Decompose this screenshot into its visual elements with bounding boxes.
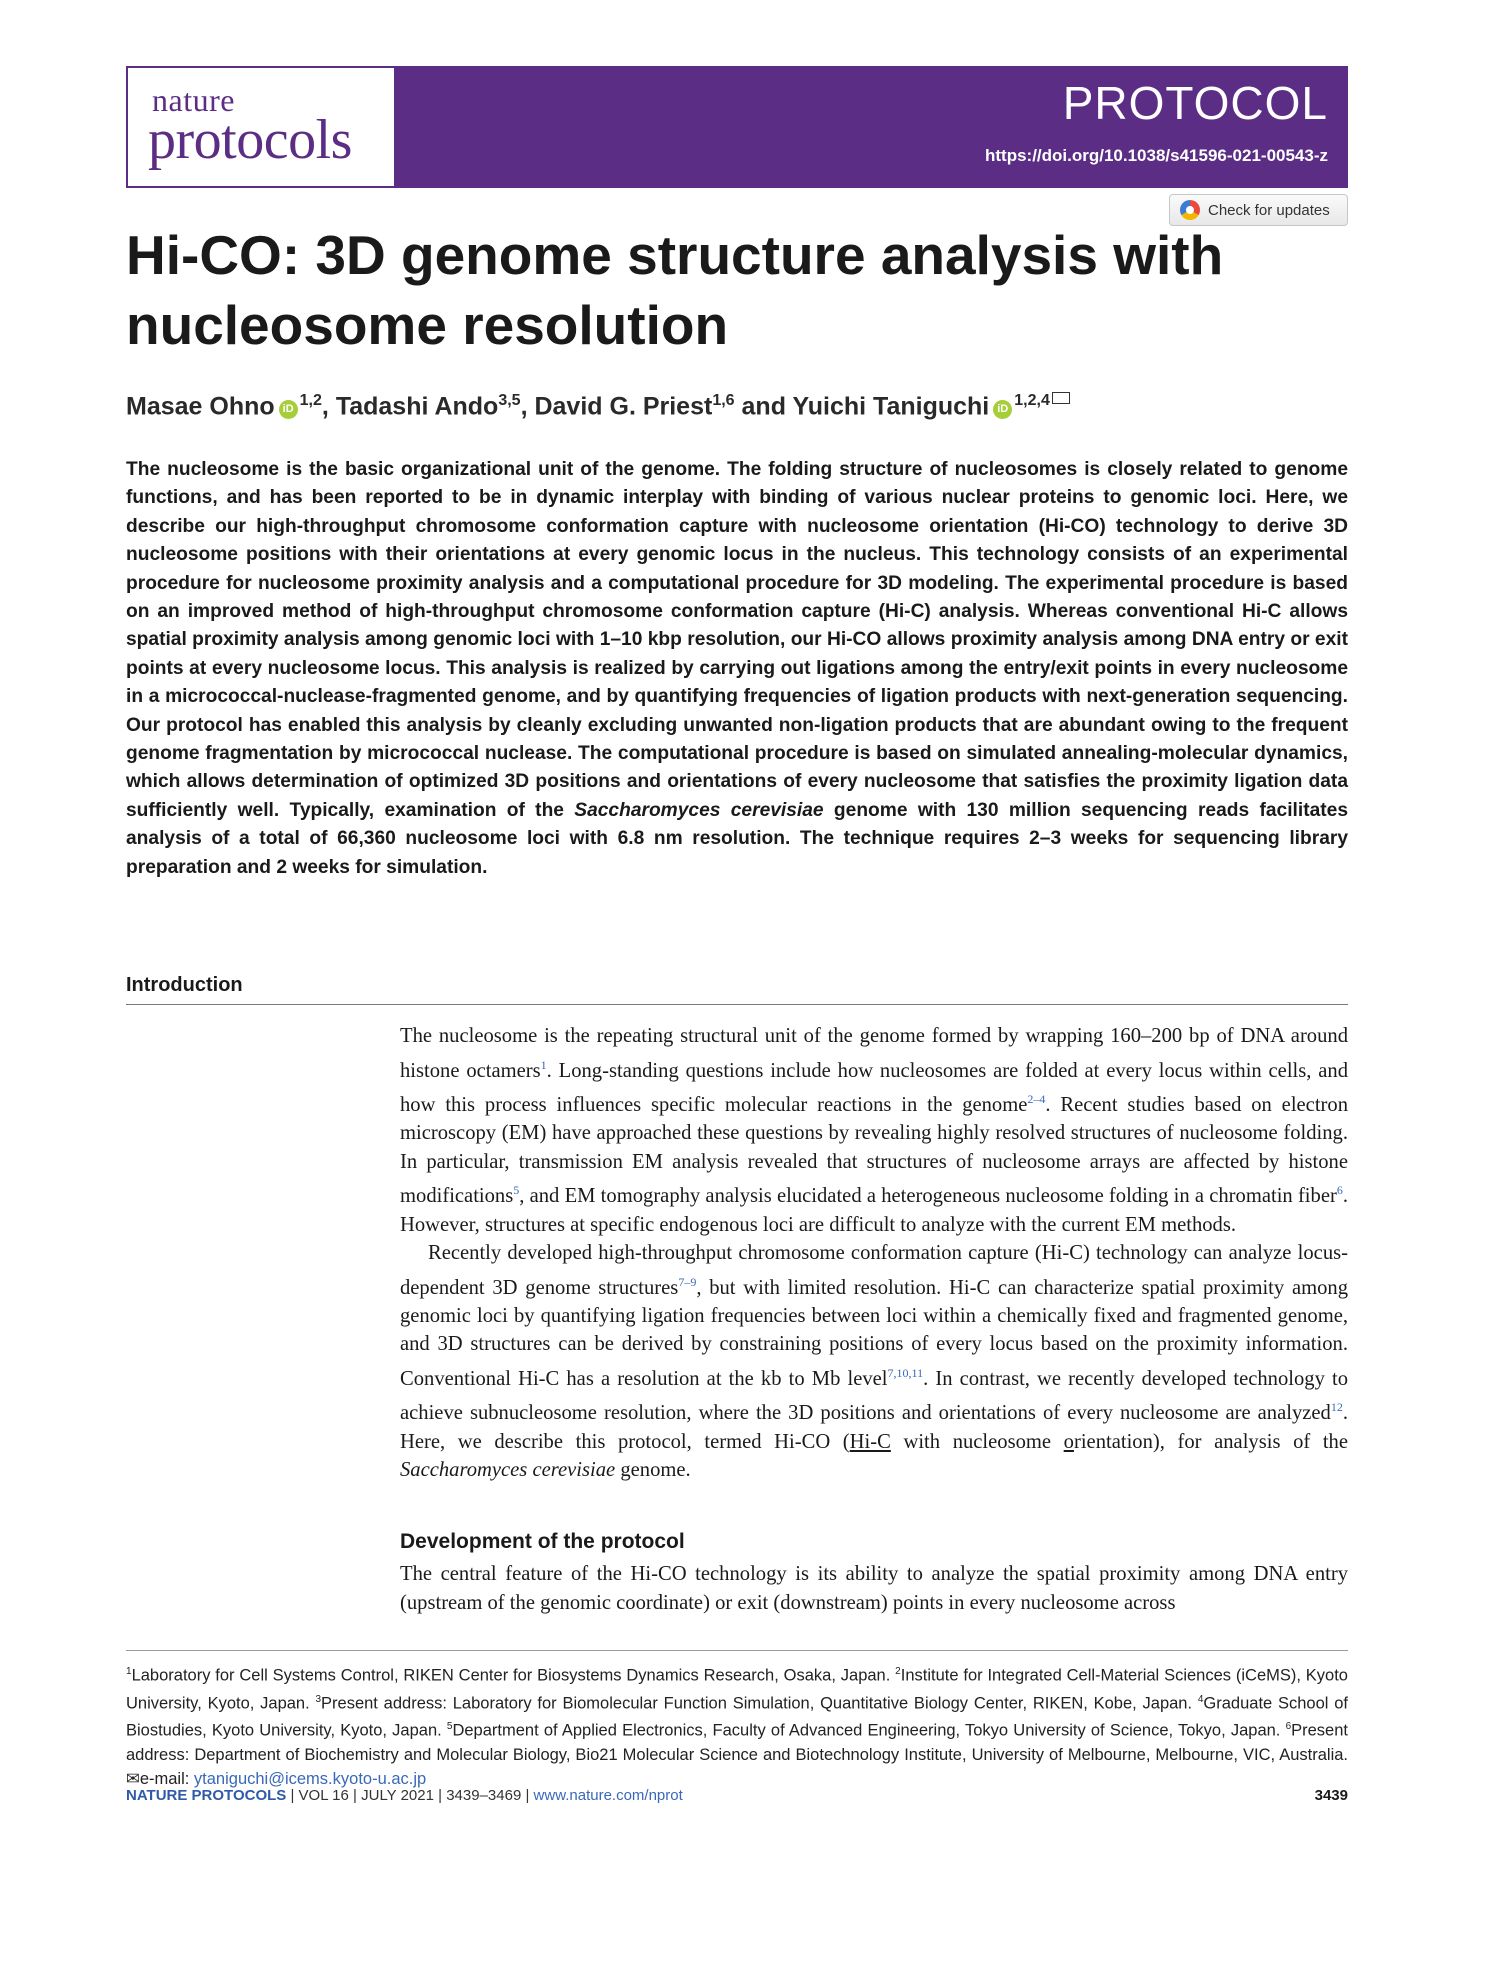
introduction-body [400,1022,1348,1485]
body-text: Recently developed high-throughput chromosome conformation capture (Hi-C) technology can analyze locus-dependent 3D genome structures [400,1242,1348,1299]
footer-url[interactable]: www.nature.com/nprot [533,1787,683,1804]
email-label: e-mail: [139,1770,194,1789]
abstract-text: The nucleosome is the basic organizational unit of the genome. The folding structure of nucleosomes is closely related to genome functions, and has been reported to be in dynamic interplay with binding of various nuclear proteins to genomic loci. Here, we describe our high-throughput chromosome conformation capture with nucleosome orientation (Hi-CO) technology to derive 3D nucleosome positions with their orientations at every genomic locus in the nucleus. This technology consists of an experimental procedure for nucleosome proximity analysis and a computational procedure for 3D modeling. The experimental procedure is based on an improved method of high-throughput chromosome conformation capture (Hi-C) analysis. Whereas conventional Hi-C allows spatial proximity analysis among genomic loci with 1–10 kbp resolution, our Hi-CO allows proximity analysis among DNA entry or exit points at every nucleosome locus. This analysis is realized by carrying out ligations among the entry/exit points in every nucleosome in a micrococcal-nuclease-fragmented genome, and by quantifying frequencies of ligation products with next-generation sequencing. Our protocol has enabled this analysis by cleanly excluding unwanted non-ligation products that are abundant owing to the frequent genome fragmentation by micrococcal nuclease. The computational procedure is based on simulated annealing-molecular dynamics, which allows determination of optimized 3D positions and orientations of every nucleosome that satisfies the proximity ligation data sufficiently well. Typically, examination of the [126,459,1348,821]
body-text: The nucleosome is the repeating structural unit of the genome formed by wrapping 160–200 bp of DNA around histone octamers [400,1025,1348,1082]
author-list [126,392,1070,421]
orcid-icon[interactable]: iD [279,400,298,419]
body-text: , and EM tomography analysis elucidated a heterogeneous nucleosome folding in a chromatin fiber [519,1185,1337,1208]
footer-separator: | [290,1787,295,1804]
orcid-icon[interactable]: iD [993,400,1012,419]
abstract [126,456,1348,882]
author-separator: and [734,392,793,421]
body-text: . However, structures at specific endogenous loci are difficult to analyze with the current EM methods. [400,1185,1348,1236]
affiliation-marker: 4 [1197,1693,1204,1705]
body-text: , but with limited resolution. Hi-C can characterize spatial proximity among genomic loci by quantifying ligation frequencies between loci within a chemically fixed and fragmented genome, and 3D structures can be derived by constraining positions of every locus based on the proximity information. Conventional Hi-C has a resolution at the kb to Mb level [400,1276,1349,1390]
body-text: . Recent studies based on electron microscopy (EM) have approached these questions by revealing highly resolved structures of nucleosome folding. In particular, transmission EM analysis revealed that structures of nucleosome arrays are affected by histone modifications [400,1093,1349,1208]
development-body [400,1560,1348,1617]
author-affiliation: 3,5 [498,392,521,409]
paragraph [400,1022,1348,1239]
affiliation: Department of Applied Electronics, Faculty of Advanced Engineering, Tokyo University of Science, Tokyo, Japan. [452,1721,1286,1740]
underlined-term: Hi-C [849,1430,891,1453]
reference-link[interactable]: 12 [1330,1400,1343,1415]
check-for-updates-label: Check for updates [1208,201,1330,219]
crossmark-icon [1180,200,1200,220]
logo-nature-text: nature [152,82,235,118]
abstract-text: genome with 130 million sequencing reads facilitates analysis of a total of 66,360 nucleosome loci with 6.8 nm resolution. The technique requires 2–3 weeks for sequencing library preparation and 2 weeks for simulation. [126,799,1348,878]
reference-link[interactable]: 1 [540,1057,547,1072]
article-title: Hi-CO: 3D genome structure analysis with nucleosome resolution [126,224,1224,356]
development-heading: Development of the protocol [400,1530,685,1553]
affiliations [126,1660,1348,1792]
page-number: 3439 [1314,1787,1348,1804]
underlined-term: o [1063,1430,1074,1453]
body-text: with nucleosome [890,1430,1064,1453]
species-name: Saccharomyces cerevisiae [400,1459,616,1482]
author-separator: , [321,392,336,421]
footer-volume: VOL 16 [298,1787,349,1804]
author-name[interactable]: Yuichi Taniguchi [792,392,990,421]
logo-protocols-text: protocols [148,109,352,171]
section-divider [126,1004,1348,1005]
footer-separator: | [438,1787,443,1804]
affiliation-marker: 6 [1285,1721,1292,1733]
reference-link[interactable]: 6 [1336,1183,1343,1198]
email-link[interactable]: ytaniguchi@icems.kyoto-u.ac.jp [193,1770,427,1789]
affiliation: Graduate School of Biostudies, Kyoto University, Kyoto, Japan. [126,1694,1349,1740]
journal-logo[interactable] [126,66,396,188]
body-text: rientation), for analysis of the [1073,1430,1348,1453]
affiliation: Present address: Department of Biochemistry and Molecular Biology, Bio21 Molecular Science and Biotechnology Institute, University of Melbourne, Melbourne, VIC, Australia. [126,1721,1348,1765]
affiliation: Laboratory for Cell Systems Control, RIKEN Center for Biosystems Dynamics Research, Osaka, Japan. [131,1666,896,1685]
author-affiliation: 1,6 [712,392,735,409]
affiliation-marker: 2 [895,1666,901,1677]
footnote-divider [126,1650,1348,1651]
body-text: . Here, we describe this protocol, termed Hi-CO ( [400,1402,1348,1453]
footer-date: JULY 2021 [361,1787,434,1804]
reference-link[interactable]: 7–9 [678,1274,697,1289]
affiliation-marker: 5 [446,1721,453,1733]
affiliation-marker: 1 [126,1666,132,1677]
affiliation: Institute for Integrated Cell-Material Sciences (iCeMS), Kyoto University, Kyoto, Japan. [126,1666,1348,1713]
footer-pages: 3439–3469 [446,1787,522,1804]
body-text: genome. [615,1459,691,1482]
affiliation: Present address: Laboratory for Biomolecular Function Simulation, Quantitative Biology Center, RIKEN, Kobe, Japan. [321,1694,1198,1713]
author-name[interactable]: Tadashi Ando [335,392,499,421]
paragraph: The central feature of the Hi-CO technology is its ability to analyze the spatial proximity among DNA entry (upstream of the genomic coordinate) or exit (downstream) points in every nucleosome across [400,1563,1348,1614]
body-text: . In contrast, we recently developed technology to achieve subnucleosome resolution, where the 3D positions and orientations of every nucleosome are analyzed [400,1367,1348,1425]
footer-journal: NATURE PROTOCOLS [126,1787,287,1804]
footer-separator: | [525,1787,530,1804]
affiliation-marker: 3 [315,1693,322,1705]
author-name[interactable]: Masae Ohno [126,392,275,421]
article-type-label: PROTOCOL [1062,77,1328,129]
author-affiliation: 1,2,4 [1014,392,1050,409]
reference-link[interactable]: 5 [513,1183,520,1198]
body-text: . Long-standing questions include how nucleosomes are folded at every locus within cells, and how this process influences specific molecular reactions in the genome [400,1059,1348,1116]
email-envelope-icon[interactable] [1052,392,1070,404]
reference-link[interactable]: 7,10,11 [887,1365,924,1380]
author-separator: , [520,392,535,421]
envelope-icon: ✉ [126,1770,140,1789]
reference-link[interactable]: 2–4 [1027,1091,1046,1106]
author-affiliation: 1,2 [299,392,322,409]
page-footer [126,1787,683,1804]
introduction-heading: Introduction [126,974,243,996]
species-name: Saccharomyces cerevisiae [574,799,824,821]
paragraph [400,1239,1348,1485]
author-name[interactable]: David G. Priest [534,392,713,421]
doi-link[interactable]: https://doi.org/10.1038/s41596-021-00543-z [985,146,1328,165]
footer-separator: | [353,1787,357,1804]
